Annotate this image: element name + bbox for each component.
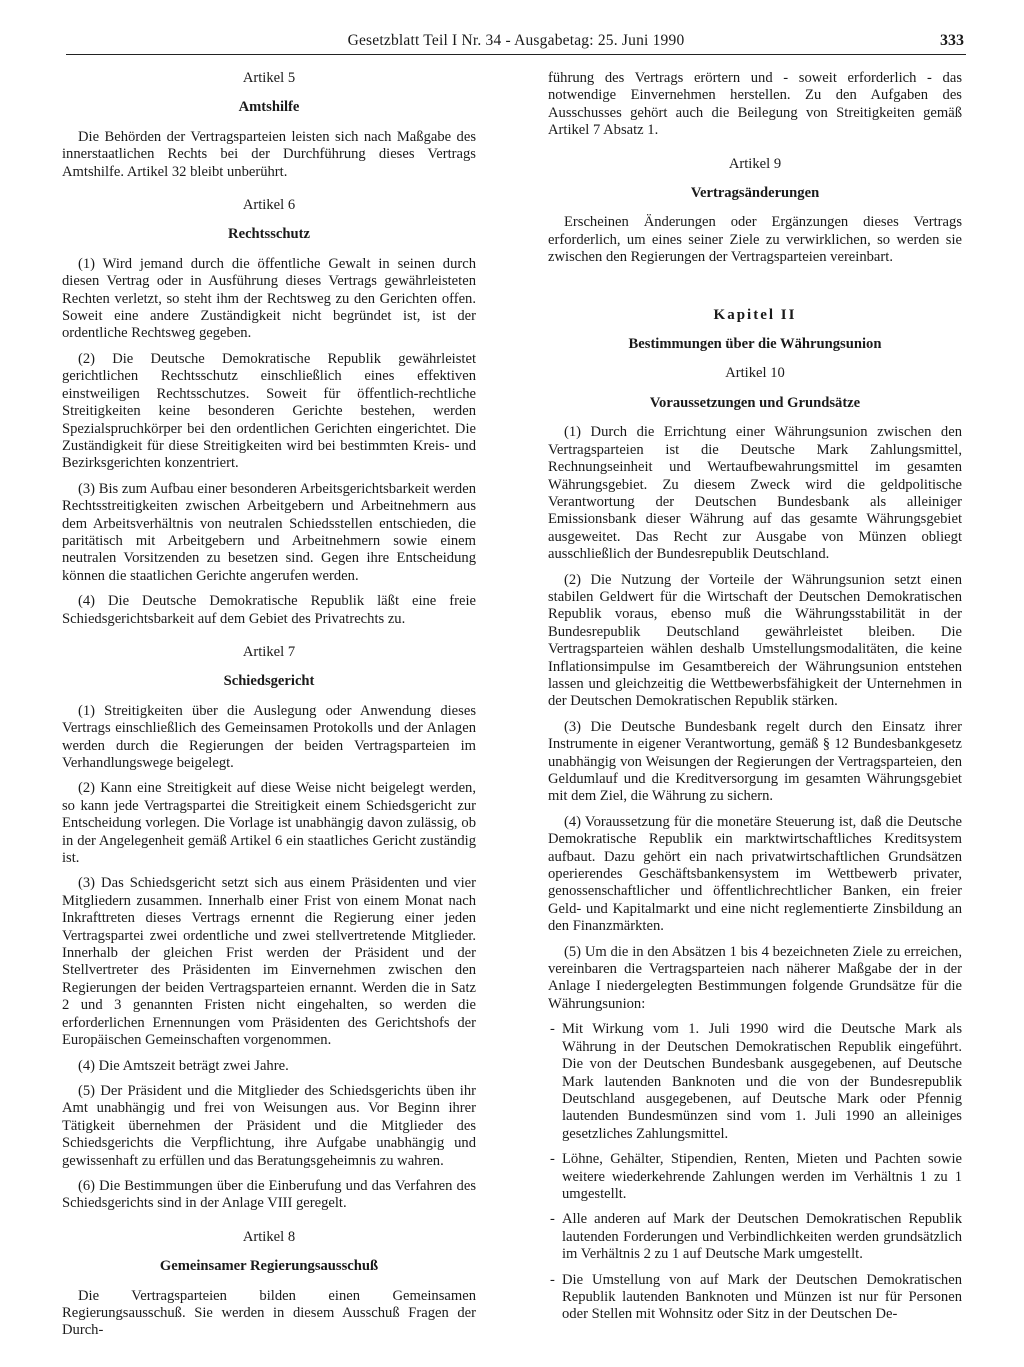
article-9-label: Artikel 9 <box>728 155 782 172</box>
article-6-title: Rechtsschutz <box>228 226 310 243</box>
currency-principles-list <box>548 1021 962 1324</box>
article-6-paragraph-4: (4) Die Deutsche Demokratische Republik läßt eine freie Schiedsgerichtsbarkeit auf dem Gebiet des Privatrechts zu. <box>62 593 476 627</box>
article-7-title: Schiedsgericht <box>223 673 315 690</box>
article-6-paragraph-1: (1) Wird jemand durch die öffentliche Gewalt in seinen durch diesen Vertrag oder in Ausführung dieses Vertrags gewährleisteten Rechten verletzt, so steht ihm der Rechtsweg zu den Gerichten offen. Soweit eine andere Zuständigkeit nicht begründet ist, ist der ordentliche Rechtsweg gegeben. <box>62 255 476 342</box>
article-5-label: Artikel 5 <box>242 70 296 86</box>
article-7-paragraph-5: (5) Der Präsident und die Mitglieder des Schiedsgerichts üben ihr Amt unabhängig und frei von Weisungen aus. Vor Beginn ihrer Tätigkeit übernehmen der Präsident und die Mitglieder des Schiedsgerichts die Verpflichtung, ihre Aufgabe unabhängig und gewissenhaft zu erfüllen und das Beratungsgeheimnis zu wahren. <box>62 1082 476 1169</box>
article-9-title: Vertragsänderungen <box>690 185 820 202</box>
article-8-text: Die Vertragsparteien bilden einen Gemeinsamen Regierungsausschuß. Sie werden in diesem Ausschuß Fragen der Durch- <box>62 1287 476 1339</box>
article-5-title: Amtshilfe <box>238 99 300 116</box>
article-7-paragraph-3: (3) Das Schiedsgericht setzt sich aus einem Präsidenten und vier Mitgliedern zusammen. Innerhalb einer Frist von einem Monat nach Inkrafttreten dieses Vertrags ernennt die Regierung einer jeden Vertragspartei zwei ordentliche und zwei stellvertretende Mitglieder. Innerhalb der gleichen Frist werden der Präsident und der Stellvertreter des Präsidenten im Einvernehmen zwischen den Regierungen der beiden Vertragsparteien ernannt. Werden die in Satz 2 und 3 genannten Fristen nicht eingehalten, so werden die erforderlichen Ernennungen vom Präsidenten des Gerichtshofs der Europäischen Gemeinschaften vorgenommen. <box>62 875 476 1049</box>
chapter-title: Bestimmungen über die Währungsunion <box>628 336 882 353</box>
article-10-label: Artikel 10 <box>725 365 785 382</box>
page-number: 333 <box>940 32 964 49</box>
article-9-text: Erscheinen Änderungen oder Ergänzungen dieses Vertrags erforderlich, um eines seiner Ziele zu verwirklichen, so werden sie zwischen den Regierungen der Vertragsparteien vereinbart. <box>548 214 962 266</box>
left-column <box>62 70 476 1348</box>
article-10-paragraph-5: (5) Um die in den Absätzen 1 bis 4 bezeichneten Ziele zu erreichen, vereinbaren die Vertragsparteien nach näherer Maßgabe der in der Anlage I niedergelegten Bestimmungen folgende Grundsätze für die Währungsunion: <box>548 943 962 1012</box>
page-header <box>66 30 966 55</box>
article-7-paragraph-2: (2) Kann eine Streitigkeit auf diese Weise nicht beigelegt werden, so kann jede Vertragspartei die Streitigkeit einem Schiedsgericht zur Entscheidung vorlegen. Die Vorlage ist unabhängig davon zulässig, ob in der Angelegenheit gemäß Artikel 6 ein staatliches Gericht zuständig ist. <box>62 780 476 867</box>
article-5-text: Die Behörden der Vertragsparteien leisten sich nach Maßgabe des innerstaatlichen Rechts bei der Durchführung dieses Vertrags Amtshilfe. Artikel 32 bleibt unberührt. <box>62 128 476 180</box>
list-item: - Die Umstellung von auf Mark der Deutschen Demokratischen Republik lautenden Banknoten und Münzen ist nur für Personen oder Stellen mit Wohnsitz oder Sitz in der Deutschen De- <box>548 1272 962 1324</box>
article-6-label: Artikel 6 <box>242 197 296 214</box>
gazette-title: Gesetzblatt Teil I Nr. 34 - Ausgabetag: 25. Juni 1990 <box>347 32 685 49</box>
article-7-label: Artikel 7 <box>242 643 296 660</box>
article-7-paragraph-6: (6) Die Bestimmungen über die Einberufung und das Verfahren des Schiedsgerichts sind in der Anlage VIII geregelt. <box>62 1177 476 1212</box>
article-7-paragraph-1: (1) Streitigkeiten über die Auslegung oder Anwendung dieses Vertrags einschließlich des Gemeinsamen Protokolls und der Anlagen werden durch die Regierungen der beiden Vertragsparteien im Verhandlungswege beigelegt. <box>62 702 476 771</box>
list-item: - Mit Wirkung vom 1. Juli 1990 wird die Deutsche Mark als Währung in der Deutschen Demokratischen Republik eingeführt. Die von der Deutschen Bundesbank ausgegebenen, auf Deutsche Mark lautenden Banknoten und die von der Bundesrepublik Deutschland ausgegebenen, auf Deutsche Mark oder Pfennig lautenden Bundesmünzen sind vom 1. Juli 1990 an alleiniges gesetzliches Zahlungsmittel. <box>548 1021 962 1143</box>
article-10-paragraph-2: (2) Die Nutzung der Vorteile der Währungsunion setzt einen stabilen Geldwert für die Wirtschaft der Deutschen Demokratischen Republik voraus, ebenso muß die Währungsstabilität in der Bundesrepublik Deutschland gewährleistet bleiben. Die Vertragsparteien wählen deshalb Umstellungsmodalitäten, die keine Inflationsimpulse im Gesamtbereich der Währungsunion entstehen lassen und gleichzeitig die Wettbewerbsfähigkeit der Unternehmen in der Deutschen Demokratischen Republik stärken. <box>548 571 962 710</box>
list-item: - Alle anderen auf Mark der Deutschen Demokratischen Republik lautenden Forderungen und Verbindlichkeiten werden grundsätzlich im Verhältnis 2 zu 1 auf Deutsche Mark umgestellt. <box>548 1211 962 1263</box>
article-10-paragraph-4: (4) Voraussetzung für die monetäre Steuerung ist, daß die Deutsche Demokratische Republik ein marktwirtschaftliches Kreditsystem aufbaut. Dazu gehört ein nach privatwirtschaftlichen Grundsätzen operierendes Geschäftsbankensystem im Wettbewerb privater, genossenschaftlicher und öffentlichrechtlicher Banken, ein freier Geld- und Kapitalmarkt und eine nicht reglementierte Zinsbildung an den Finanzmärkten. <box>548 813 962 935</box>
article-6-paragraph-2: (2) Die Deutsche Demokratische Republik gewährleistet gerichtlichen Rechtsschutz einschließlich eines effektiven einstweiligen Rechtsschutzes. Soweit für öffentlich-rechtliche Streitigkeiten keine besonderen Gerichte bestehen, werden Spezialspruchkörper bei den ordentlichen Gerichten eingerichtet. Die Zuständigkeit für diese Streitigkeiten wird bei bestimmten Kreis- und Bezirksgerichten konzentriert. <box>62 350 476 472</box>
article-8-continuation: führung des Vertrags erörtern und - soweit erforderlich - das notwendige Einvernehmen herstellen. Zu den Aufgaben des Ausschusses gehört auch die Beilegung von Streitigkeiten gemäß Artikel 7 Absatz 1. <box>548 70 962 139</box>
list-item: - Löhne, Gehälter, Stipendien, Renten, Mieten und Pachten sowie weitere wiederkehrende Zahlungen werden im Verhältnis 1 zu 1 umgestellt. <box>548 1151 962 1203</box>
article-10-paragraph-1: (1) Durch die Errichtung einer Währungsunion zwischen den Vertragsparteien ist die Deutsche Mark Zahlungsmittel, Rechnungseinheit und Wertaufbewahrungsmittel im gesamten Währungsgebiet. Zu diesem Zweck wird die geldpolitische Verantwortung der Deutschen Bundesbank als alleiniger Emissionsbank dieser Währung auf das gesamte Währungsgebiet ausgeweitet. Das Recht zur Ausgabe von Münzen obliegt ausschließlich der Bundesrepublik Deutschland. <box>548 424 962 563</box>
article-10-title: Voraussetzungen und Grundsätze <box>649 394 861 411</box>
chapter-label: Kapitel II <box>713 306 797 323</box>
right-column <box>548 70 962 1332</box>
article-7-paragraph-4: (4) Die Amtszeit beträgt zwei Jahre. <box>78 1057 289 1074</box>
article-10-paragraph-3: (3) Die Deutsche Bundesbank regelt durch den Einsatz ihrer Instrumente in eigener Verantwortung, gemäß § 12 Bundesbankgesetz unabhängig von Weisungen der Regierungen der Vertragsparteien, den Geldumlauf und die Kreditversorgung im gesamten Währungsgebiet mit dem Ziel, die Währung zu sichern. <box>548 718 962 805</box>
article-6-paragraph-3: (3) Bis zum Aufbau einer besonderen Arbeitsgerichtsbarkeit werden Rechtsstreitigkeiten zwischen Arbeitgebern und Arbeitnehmern aus dem Arbeitsverhältnis von neutralen Schiedsstellen entschieden, die paritätisch mit Arbeitgebern und Arbeitnehmern sowie einem neutralen Vorsitzenden zu besetzen sind. Gegen ihre Entscheidung können die staatlichen Gerichte angerufen werden. <box>62 480 476 584</box>
article-8-title: Gemeinsamer Regierungsausschuß <box>159 1258 379 1275</box>
article-8-label: Artikel 8 <box>242 1228 296 1245</box>
